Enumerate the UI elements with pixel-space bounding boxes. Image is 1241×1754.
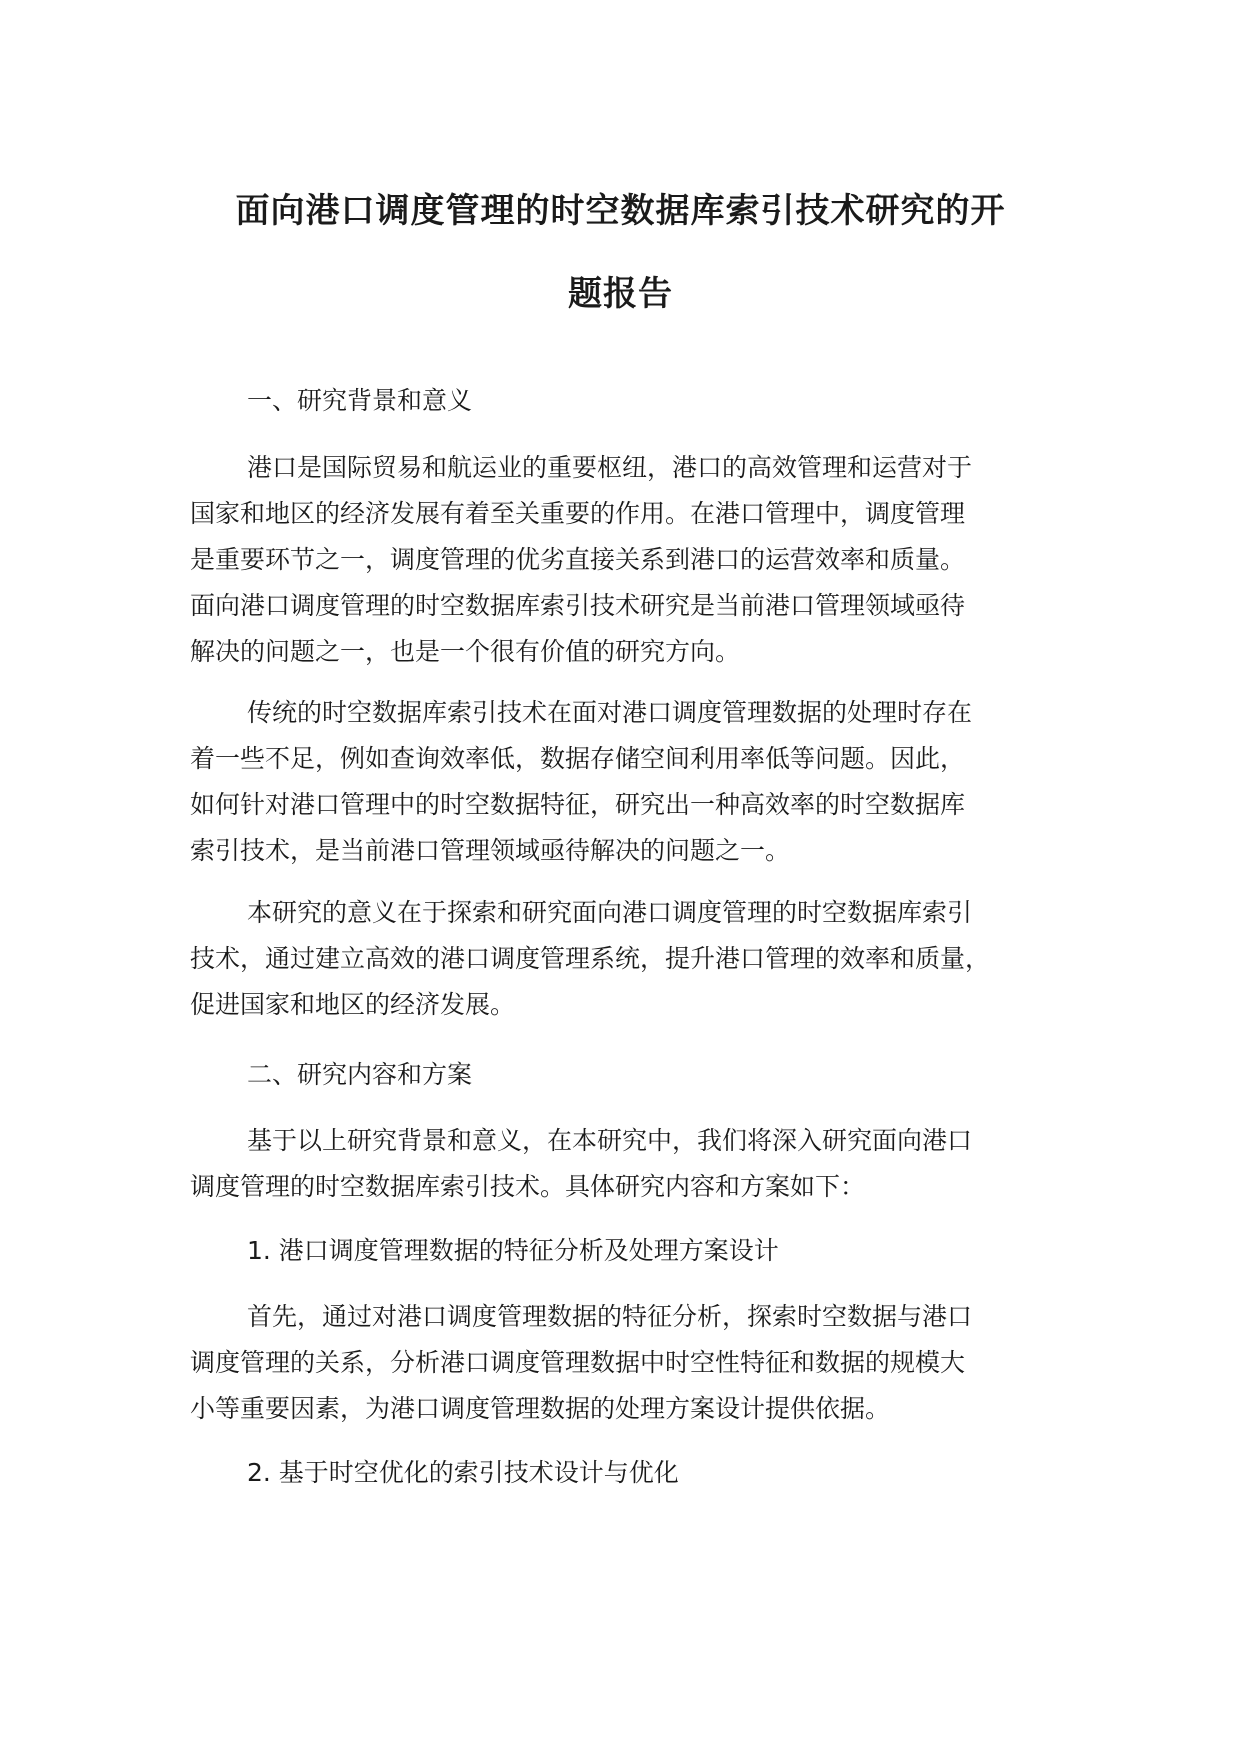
paragraph-line: 如何针对港口管理中的时空数据特征，研究出一种高效率的时空数据库 bbox=[190, 790, 966, 819]
section-1-paragraph-3 bbox=[190, 890, 1090, 1028]
paragraph-line: 促进国家和地区的经济发展。 bbox=[190, 990, 516, 1019]
section-1-heading: 一、研究背景和意义 bbox=[247, 386, 473, 415]
paragraph-line: 索引技术，是当前港口管理领域亟待解决的问题之一。 bbox=[190, 836, 791, 865]
paragraph-line: 小等重要因素，为港口调度管理数据的处理方案设计提供依据。 bbox=[190, 1394, 891, 1423]
item-2-heading: 2. 基于时空优化的索引技术设计与优化 bbox=[247, 1458, 679, 1487]
document-title-line-1: 面向港口调度管理的时空数据库索引技术研究的开 bbox=[235, 191, 1006, 231]
paragraph-line: 港口是国际贸易和航运业的重要枢纽，港口的高效管理和运营对于 bbox=[247, 453, 973, 482]
paragraph-line: 首先，通过对港口调度管理数据的特征分析，探索时空数据与港口 bbox=[247, 1302, 973, 1331]
paragraph-line: 本研究的意义在于探索和研究面向港口调度管理的时空数据库索引 bbox=[247, 898, 973, 927]
section-2-paragraph-1 bbox=[190, 1118, 1090, 1210]
paragraph-line: 面向港口调度管理的时空数据库索引技术研究是当前港口管理领域亟待 bbox=[190, 591, 966, 620]
paragraph-line: 传统的时空数据库索引技术在面对港口调度管理数据的处理时存在 bbox=[247, 698, 973, 727]
document-title-line-2: 题报告 bbox=[568, 274, 673, 314]
paragraph-line: 技术，通过建立高效的港口调度管理系统，提升港口管理的效率和质量， bbox=[190, 944, 991, 973]
paragraph-line: 基于以上研究背景和意义，在本研究中，我们将深入研究面向港口 bbox=[247, 1126, 973, 1155]
paragraph-line: 解决的问题之一，也是一个很有价值的研究方向。 bbox=[190, 637, 741, 666]
paragraph-line: 调度管理的关系，分析港口调度管理数据中时空性特征和数据的规模大 bbox=[190, 1348, 966, 1377]
paragraph-line: 调度管理的时空数据库索引技术。具体研究内容和方案如下： bbox=[190, 1172, 866, 1201]
paragraph-line: 是重要环节之一，调度管理的优劣直接关系到港口的运营效率和质量。 bbox=[190, 545, 966, 574]
paragraph-line: 着一些不足，例如查询效率低，数据存储空间利用率低等问题。因此， bbox=[190, 744, 966, 773]
item-1-paragraph bbox=[190, 1294, 1090, 1432]
section-1-paragraph-1 bbox=[190, 445, 1090, 675]
item-1-heading: 1. 港口调度管理数据的特征分析及处理方案设计 bbox=[247, 1236, 779, 1265]
paragraph-line: 国家和地区的经济发展有着至关重要的作用。在港口管理中，调度管理 bbox=[190, 499, 966, 528]
section-1-paragraph-2 bbox=[190, 690, 1090, 874]
section-2-heading: 二、研究内容和方案 bbox=[247, 1060, 473, 1089]
